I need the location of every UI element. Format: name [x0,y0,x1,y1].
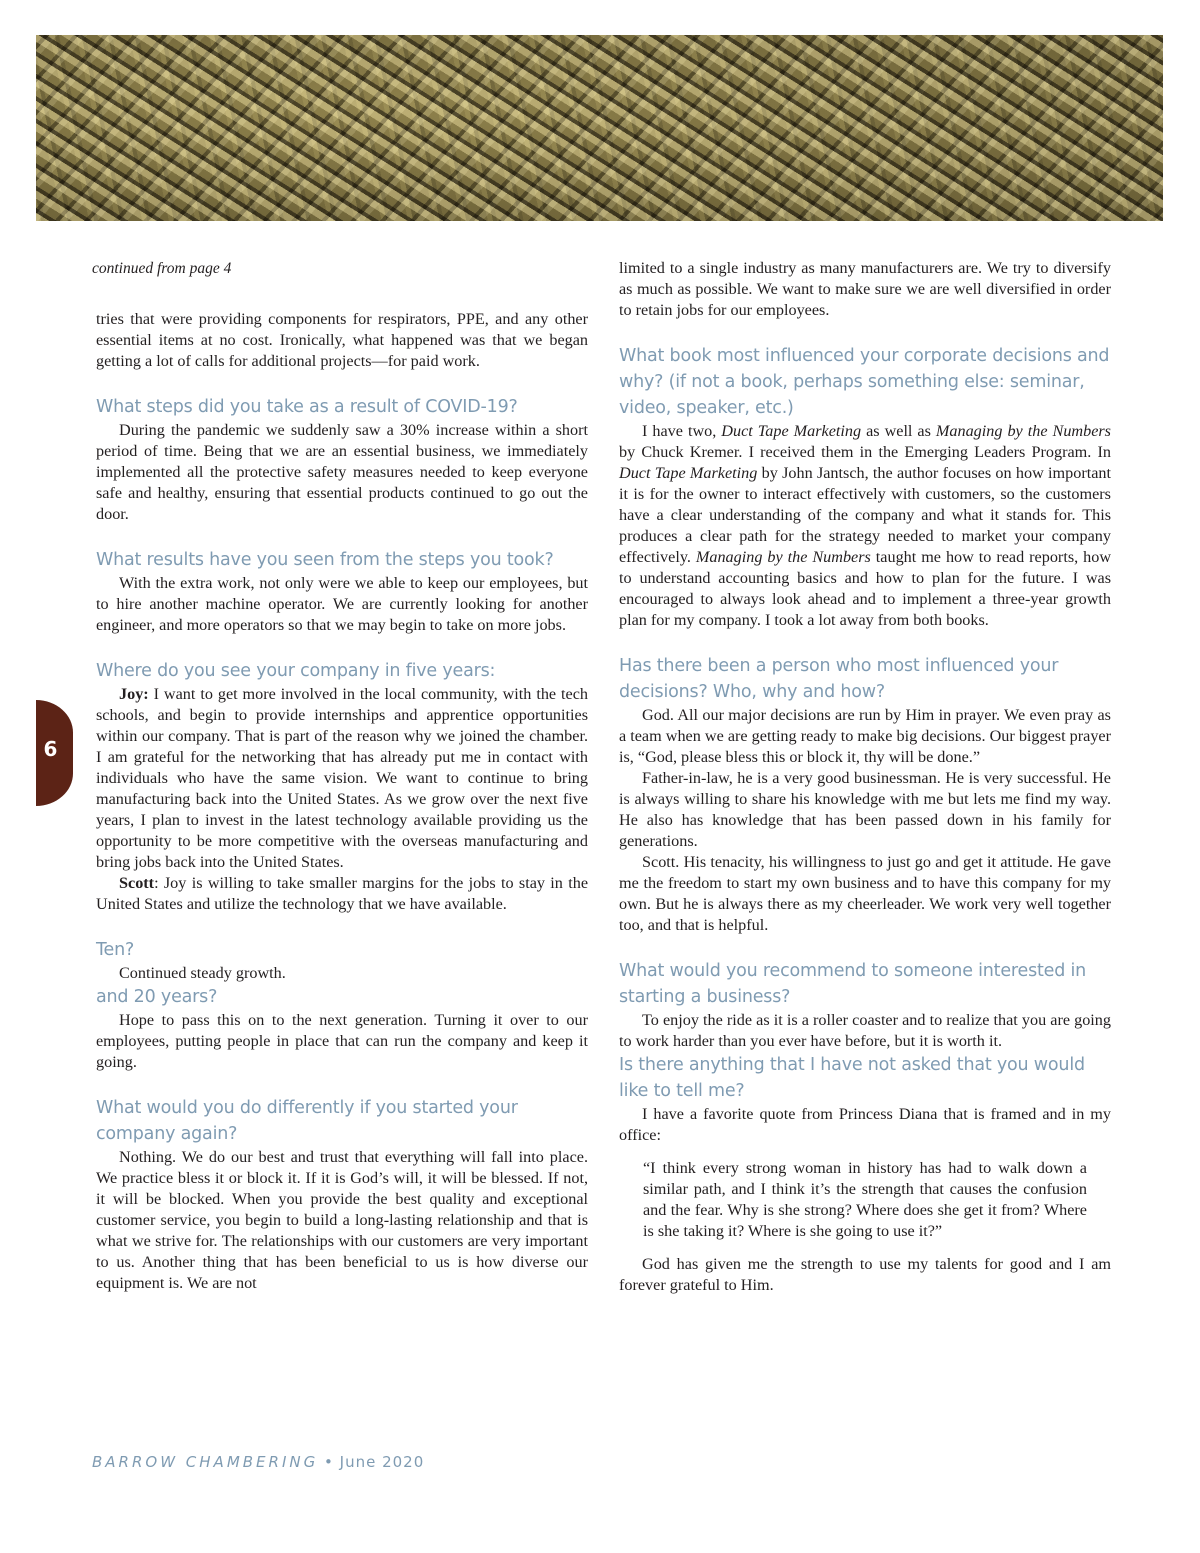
text-run: taught me how to read reports, how to understand accounting basics and how to plan for the future. I was encouraged to always look ahead and to implement a three-year growth plan for my company. I took a lot away from both books. [619,548,1112,629]
text-run: I have two, [642,422,722,440]
footer-separator: • [324,1453,334,1471]
issue-date: June 2020 [339,1453,425,1471]
speaker-label: Joy: [119,685,149,703]
book-title: Duct Tape Marketing [619,464,758,482]
paragraph-scott [96,873,588,915]
paragraph: During the pandemic we suddenly saw a 30% increase within a short period of time. Being that we are an essential business, we immediately implemented all the protective safety measures needed to keep everyone safe and healthy, ensuring that essential products continued to go out the door. [96,421,588,523]
book-title: Managing by the Numbers [695,548,871,566]
paragraph: To enjoy the ride as it is a roller coaster and to realize that you are going to work harder than you ever have before, but it is worth it. [619,1011,1111,1050]
paragraph: Continued steady growth. [119,964,286,982]
question-heading: Where do you see your company in five years: [96,661,496,681]
paragraph: With the extra work, not only were we able to keep our employees, but to hire another machine operator. We are currently looking for another engineer, and more operators so that we may begin to take on more jobs. [96,574,588,634]
paragraph: I have a favorite quote from Princess Diana that is framed and in my office: [619,1105,1111,1144]
answer-text: : Joy is willing to take smaller margins for the jobs to stay in the United States and utilize the technology that we have available. [96,874,588,913]
text-run: by John Jantsch, the author focuses on how important it is for the owner to interact effectively with customers, so the customers have a clear understanding of the company and what it stands for. This produces a clear path for the strategy needed to market your company effectively. [619,464,1111,566]
paragraph: limited to a single industry as many manufacturers are. We try to diversify as much as possible. We want to make sure we are well diversified in order to retain jobs for our employees. [619,259,1111,319]
paragraph: Father-in-law, he is a very good businessman. He is very successful. He is always willing to share his knowledge with me but lets me find my way. He also has knowledge that has been passed down in his family for generations. [619,769,1111,850]
text-run: by Chuck Kremer. I received them in the Emerging Leaders Program. In [619,443,1111,461]
paragraph: God. All our major decisions are run by Him in prayer. We even pray as a team when we are getting ready to make big decisions. Our biggest prayer is, “God, please bless this or block it, thy will be done.” [619,706,1111,766]
page-footer [92,1453,424,1471]
publication-name: BARROW CHAMBERING [92,1453,319,1471]
question-heading: What would you do differently if you started your company again? [96,1098,518,1144]
question-heading: Is there anything that I have not asked that you would like to tell me? [619,1055,1085,1101]
paragraph: Hope to pass this on to the next generation. Turning it over to our employees, putting people in place that can run the company and keep it going. [96,1011,588,1071]
paragraph: Nothing. We do our best and trust that everything will fall into place. We practice bless it or block it. If it is God’s will, it will be blessed. If not, it will be blocked. When you provide the best quality and exceptional customer service, you begin to build a long-lasting relationship and that is what we strive for. The relationships with our customers are very important to us. Another thing that has been beneficial to us is how diverse our equipment is. We are not [96,1148,588,1292]
book-title: Managing by the Numbers [935,422,1111,440]
header-photo-screws [36,35,1163,221]
answer-text: I want to get more involved in the local community, with the tech schools, and begin to provide internships and apprentice opportunities within our company. That is part of the reason why we joined the chamber. I am grateful for the networking that has already put me in contact with individuals who have the same vision. We want to continue to bring manufacturing back into the United States. As we grow over the next five years, I plan to invest in the latest technology available providing us the opportunity to be more competitive with the overseas manufacturing and bring jobs back into the United States. [96,685,588,871]
question-heading: What book most influenced your corporate decisions and why? (if not a book, perhaps something else: seminar, video, speaker, etc.) [619,346,1110,418]
question-heading: What steps did you take as a result of COVID-19? [96,397,518,417]
page-number-tab [36,700,73,806]
question-heading: Ten? [96,940,135,960]
text-run: as well as [861,422,936,440]
paragraph: Scott. His tenacity, his willingness to just go and get it attitude. He gave me the freedom to start my own business and to have this company for my own. But he is always there as my cheerleader. We work very well together too, and that is helpful. [619,853,1111,934]
paragraph-joy [96,684,588,873]
page-number: 6 [43,737,58,761]
question-heading: What results have you seen from the steps you took? [96,550,554,570]
quote-block: “I think every strong woman in history has had to walk down a similar path, and I think it’s the strength that causes the confusion and the fear. Why is she strong? Where does she get it from? Where is she taking it? Where is she going to use it?” [643,1159,1087,1240]
left-column [92,258,588,1294]
question-heading: Has there been a person who most influenced your decisions? Who, why and how? [619,656,1059,702]
right-column [619,258,1111,1296]
continued-note: continued from page 4 [92,260,232,277]
book-title: Duct Tape Marketing [721,422,862,440]
question-heading: and 20 years? [96,987,218,1007]
speaker-label: Scott [119,874,155,892]
question-heading: What would you recommend to someone interested in starting a business? [619,961,1087,1007]
paragraph: tries that were providing components for respirators, PPE, and any other essential items at no cost. Ironically, what happened was that we began getting a lot of calls for additional projects—for paid work. [96,310,588,370]
paragraph-books [619,421,1111,631]
paragraph: God has given me the strength to use my talents for good and I am forever grateful to Him. [619,1255,1111,1294]
